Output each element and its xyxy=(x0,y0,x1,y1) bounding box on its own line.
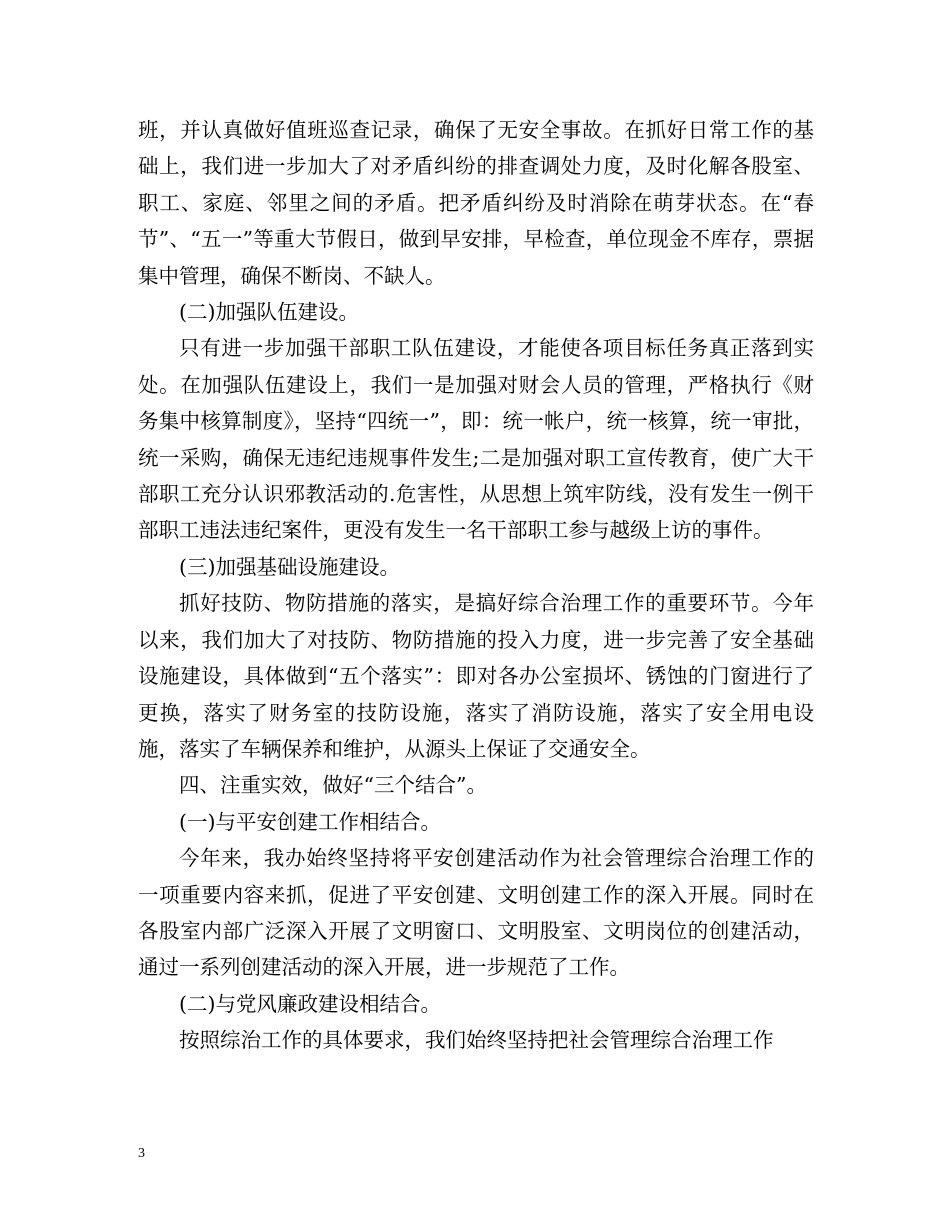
paragraph-team-building: 只有进一步加强干部职工队伍建设，才能使各项目标任务真正落到实处。在加强队伍建设上，我们一是加强对财会人员的管理，严格执行《财务集中核算制度》，坚持“四统一”，即：统一帐户，统一核算，统一审批，统一采购，确保无违纪违规事件发生;二是加强对职工宣传教育，使广大干部职工充分认识邪教活动的.危害性，从思想上筑牢防线，没有发生一例干部职工违法违纪案件，更没有发生一名干部职工参与越级上访的事件。 xyxy=(138,336,814,543)
paragraph-infrastructure: 抓好技防、物防措施的落实，是搞好综合治理工作的重要环节。今年以来，我们加大了对技防、物防措施的投入力度，进一步完善了安全基础设施建设，具体做到“五个落实”：即对各办公室损坏、锈蚀的门窗进行了更换，落实了财务室的技防设施，落实了消防设施，落实了安全用电设施，落实了车辆保养和维护，从源头上保证了交通安全。 xyxy=(138,591,814,761)
section-heading-team-building: (二)加强队伍建设。 xyxy=(179,300,359,325)
paragraph-party-integrity: 按照综治工作的具体要求，我们始终坚持把社会管理综合治理工作 xyxy=(179,1028,774,1053)
section-heading-safety-creation: (一)与平安创建工作相结合。 xyxy=(179,809,441,834)
section-heading-party-integrity: (二)与党风廉政建设相结合。 xyxy=(179,991,441,1016)
paragraph-safety-creation: 今年来，我办始终坚持将平安创建活动作为社会管理综合治理工作的一项重要内容来抓，促进了平安创建、文明创建工作的深入开展。同时在各股室内部广泛深入开展了文明窗口、文明股室、文明岗位的创建活动，通过一系列创建活动的深入开展，进一步规范了工作。 xyxy=(138,846,814,980)
page-number: 3 xyxy=(138,1146,145,1161)
section-heading-infrastructure: (三)加强基础设施建设。 xyxy=(179,554,400,579)
document-body xyxy=(138,112,814,1059)
paragraph-1: 班，并认真做好值班巡查记录，确保了无安全事故。在抓好日常工作的基础上，我们进一步加大了对矛盾纠纷的排查调处力度，及时化解各股室、职工、家庭、邻里之间的矛盾。把矛盾纠纷及时消除在萌芽状态。在“春节”、“五一”等重大节假日，做到早安排，早检查，单位现金不库存，票据集中管理，确保不断岗、不缺人。 xyxy=(138,118,814,288)
section-heading-three-combinations: 四、注重实效，做好“三个结合”。 xyxy=(179,773,487,798)
